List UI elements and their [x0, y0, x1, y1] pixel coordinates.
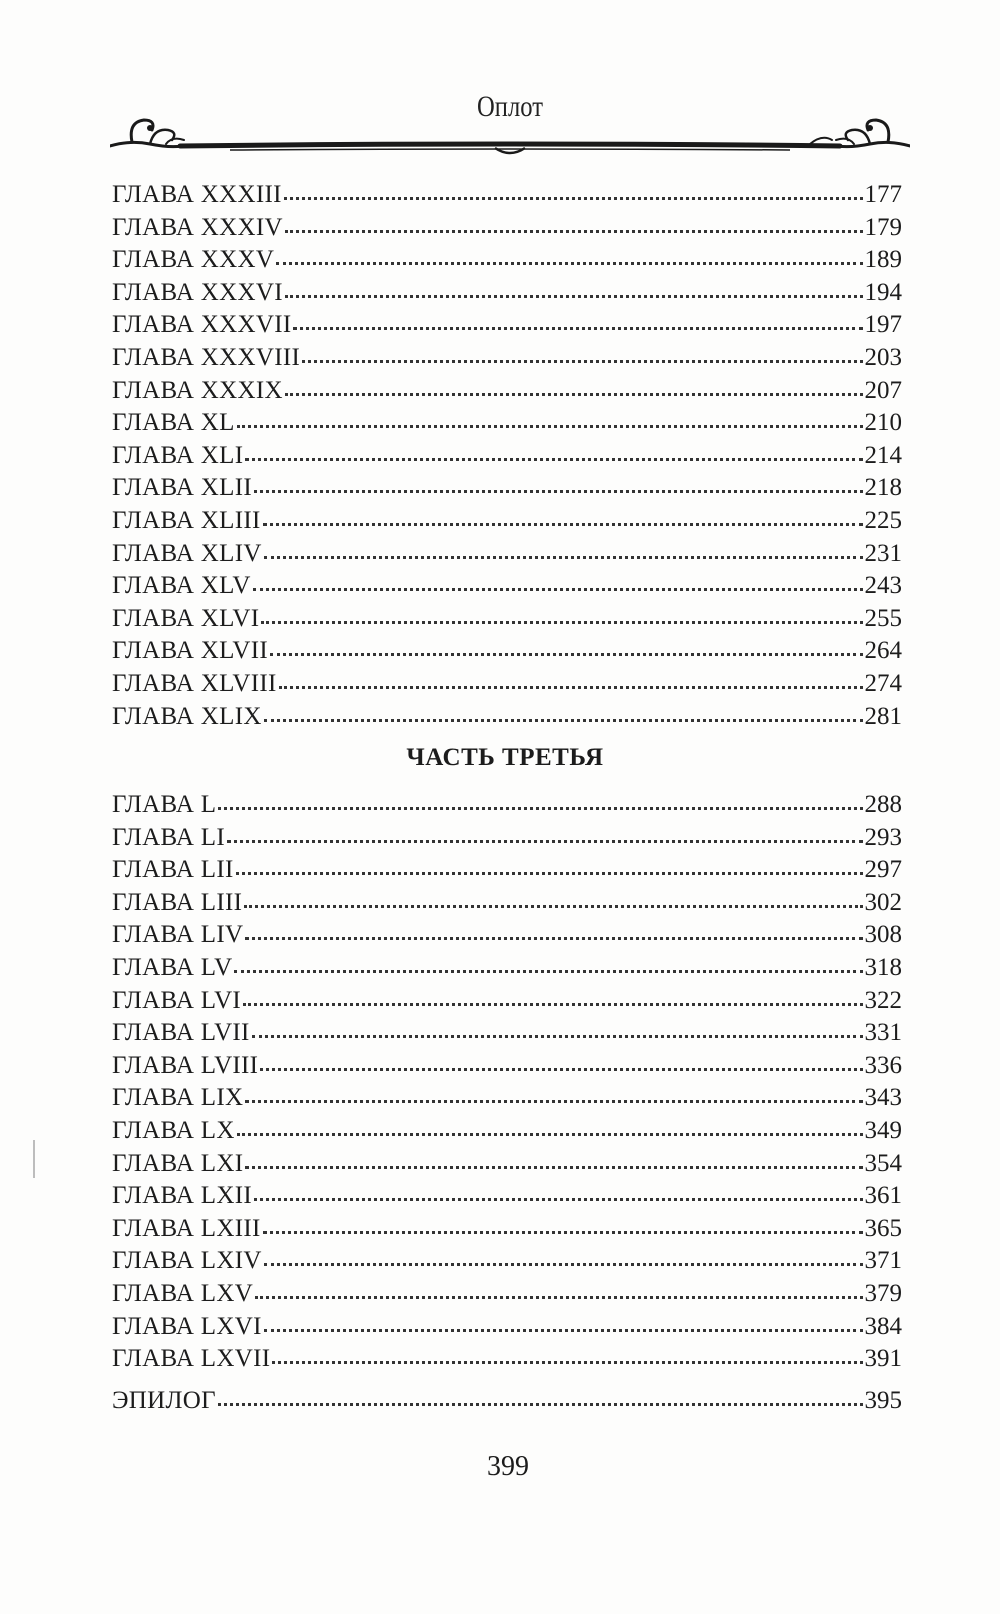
toc-entry-page: 343 [864, 1084, 902, 1112]
toc-leader-dots [302, 340, 862, 365]
toc-entry [112, 1113, 902, 1146]
toc-leader-dots [234, 950, 862, 975]
toc-entry-page: 218 [864, 474, 902, 502]
toc-entry [112, 307, 902, 340]
toc-entry-page: 384 [864, 1312, 902, 1340]
toc-list-part3 [112, 787, 902, 1374]
toc-leader-dots [254, 470, 863, 495]
toc-entry [112, 1015, 902, 1048]
toc-entry-label: ГЛАВА LVIII [112, 1051, 259, 1079]
toc-entry-label: ГЛАВА LXVII [112, 1345, 271, 1373]
page-number: 399 [487, 1451, 529, 1482]
toc-entry [112, 1178, 902, 1211]
toc-entry-page: 189 [864, 246, 902, 274]
toc-entry-label: ГЛАВА XXXIX [112, 376, 283, 404]
toc-entry [112, 633, 902, 666]
toc-entry-label: ГЛАВА L [112, 791, 217, 818]
toc-entry [112, 470, 902, 503]
toc-entry-label: ГЛАВА LIII [112, 888, 243, 916]
toc-entry [112, 852, 902, 885]
toc-entry-label: ГЛАВА LVII [112, 1019, 250, 1047]
toc-entry-page: 308 [864, 921, 902, 949]
toc-entry [112, 1383, 902, 1416]
toc-entry [112, 885, 902, 918]
toc-leader-dots [270, 633, 862, 658]
toc-entry-page: 243 [864, 572, 902, 600]
toc-entry-page: 231 [864, 539, 902, 567]
toc-entry-page: 395 [864, 1387, 902, 1414]
toc-leader-dots [261, 601, 862, 626]
toc-entry-label: ГЛАВА XLVIII [112, 669, 277, 697]
toc-leader-dots [263, 503, 863, 528]
toc-entry-label: ГЛАВА XXXIV [112, 213, 283, 241]
toc-leader-dots [255, 1276, 862, 1301]
toc-entry-label: ГЛАВА XXXVII [112, 311, 292, 339]
toc-entry-label: ГЛАВА LV [112, 953, 233, 981]
margin-mark [33, 1140, 35, 1178]
toc-leader-dots [245, 1080, 862, 1105]
toc-entry-label: ГЛАВА XXXIII [112, 181, 282, 208]
toc-leader-dots [285, 275, 863, 300]
toc-entry [112, 950, 902, 983]
toc-leader-dots [264, 536, 863, 561]
toc-entry [112, 699, 902, 732]
toc-entry-page: 361 [864, 1182, 902, 1210]
toc-leader-dots [293, 307, 862, 332]
toc-leader-dots [276, 242, 862, 267]
toc-entry-page: 336 [864, 1051, 902, 1079]
toc-leader-dots [263, 1211, 863, 1236]
toc-leader-dots [253, 568, 863, 593]
running-header-title: Оплот [477, 90, 543, 123]
toc-entry-page: 379 [864, 1279, 902, 1307]
toc-entry-label: ГЛАВА LXII [112, 1182, 252, 1210]
toc-entry-label: ГЛАВА XLIX [112, 702, 262, 730]
toc-entry [112, 983, 902, 1016]
toc-entry-label: ГЛАВА XLVI [112, 604, 260, 632]
toc-entry [112, 1341, 902, 1374]
toc-entry-page: 264 [864, 637, 902, 665]
toc-entry-page: 194 [864, 278, 902, 306]
toc-entry-label: ГЛАВА XLVII [112, 637, 269, 665]
toc-entry-label: ГЛАВА LXIII [112, 1214, 261, 1242]
toc-entry-label: ГЛАВА XLIII [112, 506, 261, 534]
toc-entry-label: ГЛАВА LVI [112, 986, 242, 1014]
toc-entry [112, 1211, 902, 1244]
toc-entry-label: ГЛАВА LX [112, 1116, 235, 1144]
toc-entry-label: ГЛАВА XLI [112, 441, 244, 469]
toc-entry-page: 177 [864, 181, 902, 208]
toc-entry-label: ГЛАВА LXV [112, 1279, 254, 1307]
toc-entry [112, 820, 902, 853]
toc-entry-label: ГЛАВА XL [112, 409, 235, 437]
toc-leader-dots [243, 983, 862, 1008]
running-header [110, 78, 910, 158]
toc-entry [112, 536, 902, 569]
toc-leader-dots [244, 885, 862, 910]
toc-entry-page: 349 [864, 1116, 902, 1144]
toc-entry [112, 1146, 902, 1179]
toc-leader-dots [279, 666, 863, 691]
toc-entry [112, 1080, 902, 1113]
toc-entry [112, 177, 902, 210]
toc-entry-page: 255 [864, 604, 902, 632]
toc-entry-page: 365 [864, 1214, 902, 1242]
toc-leader-dots [285, 373, 863, 398]
toc-entry-page: 297 [864, 856, 902, 884]
toc-entry [112, 1048, 902, 1081]
toc-entry-label: ГЛАВА LIX [112, 1084, 244, 1112]
toc-entry-page: 179 [864, 213, 902, 241]
toc-leader-dots [252, 1015, 863, 1040]
toc-entry [112, 503, 902, 536]
toc-entry [112, 242, 902, 275]
toc-leader-dots [254, 1178, 863, 1203]
toc-leader-dots [284, 177, 863, 202]
toc-entry-label: ГЛАВА XLIV [112, 539, 262, 567]
toc-entry-page: 354 [864, 1149, 902, 1177]
toc-entry-label: ГЛАВА XLV [112, 572, 251, 600]
toc-entry-label: ГЛАВА LIV [112, 921, 244, 949]
toc-entry-page: 210 [864, 409, 902, 437]
toc-leader-dots [245, 1146, 862, 1171]
toc-entry-page: 391 [864, 1345, 902, 1373]
toc-entry-page: 197 [864, 311, 902, 339]
toc-entry-page: 371 [864, 1247, 902, 1275]
toc-entry [112, 438, 902, 471]
toc-entry-page: 302 [864, 888, 902, 916]
toc-entry [112, 666, 902, 699]
toc-leader-dots [264, 1309, 863, 1334]
toc-epilogue [112, 1383, 902, 1416]
toc-leader-dots [237, 1113, 863, 1138]
toc-entry [112, 1276, 902, 1309]
toc-entry-label: ГЛАВА LXIV [112, 1247, 262, 1275]
toc-entry [112, 275, 902, 308]
toc-leader-dots [218, 1383, 863, 1408]
toc-entry-label: ГЛАВА XXXVI [112, 278, 283, 306]
toc-entry-page: 203 [864, 343, 902, 371]
toc-entry-page: 293 [864, 823, 902, 851]
toc-entry [112, 340, 902, 373]
toc-entry-page: 331 [864, 1019, 902, 1047]
toc-entry-page: 318 [864, 953, 902, 981]
toc-entry-label: ЭПИЛОГ [112, 1387, 216, 1414]
toc-entry-label: ГЛАВА XXXVIII [112, 343, 301, 371]
toc-entry-label: ГЛАВА LXVI [112, 1312, 262, 1340]
toc-entry-page: 207 [864, 376, 902, 404]
toc-leader-dots [218, 787, 862, 812]
toc-leader-dots [245, 438, 862, 463]
toc-entry [112, 210, 902, 243]
toc-leader-dots [264, 1243, 863, 1268]
toc-entry [112, 373, 902, 406]
toc-entry [112, 405, 902, 438]
toc-leader-dots [272, 1341, 862, 1366]
toc-entry-label: ГЛАВА LXI [112, 1149, 244, 1177]
toc-entry-page: 322 [864, 986, 902, 1014]
section-heading-part3: ЧАСТЬ ТРЕТЬЯ [406, 744, 604, 771]
toc-list-part2 [112, 177, 902, 731]
toc-entry-page: 281 [864, 702, 902, 730]
toc-entry-page: 225 [864, 506, 902, 534]
toc-leader-dots [237, 405, 863, 430]
toc-leader-dots [236, 852, 863, 877]
toc-leader-dots [245, 917, 862, 942]
toc-entry [112, 787, 902, 820]
toc-entry-label: ГЛАВА LII [112, 856, 234, 884]
toc-leader-dots [227, 820, 863, 845]
toc-entry [112, 1243, 902, 1276]
toc-leader-dots [260, 1048, 862, 1073]
toc-entry-page: 274 [864, 669, 902, 697]
toc-entry-label: ГЛАВА LI [112, 823, 225, 851]
toc-entry [112, 568, 902, 601]
flourish-ornament-icon [110, 98, 910, 158]
toc-entry [112, 917, 902, 950]
toc-entry-label: ГЛАВА XLII [112, 474, 252, 502]
toc-entry [112, 1309, 902, 1342]
toc-entry-label: ГЛАВА XXXV [112, 246, 275, 274]
toc-leader-dots [285, 210, 863, 235]
toc-entry [112, 601, 902, 634]
toc-entry-page: 214 [864, 441, 902, 469]
toc-entry-page: 288 [864, 791, 902, 818]
toc-leader-dots [264, 699, 863, 724]
